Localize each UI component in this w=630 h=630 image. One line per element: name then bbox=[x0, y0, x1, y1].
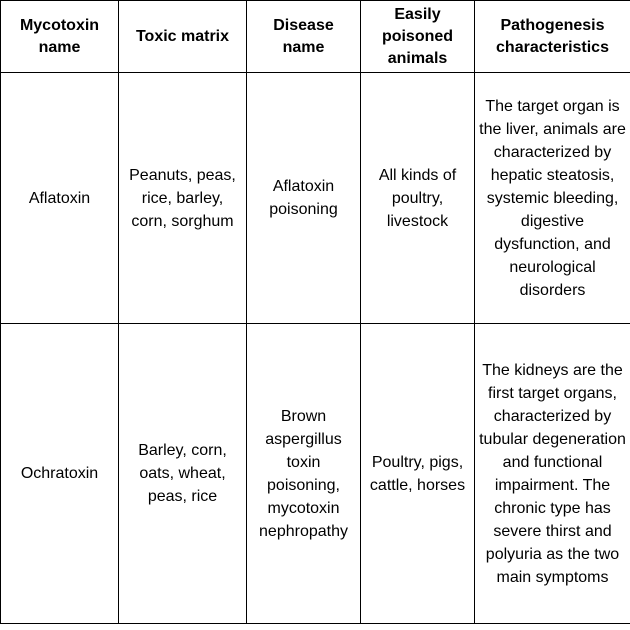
header-disease-name: Disease name bbox=[247, 1, 361, 73]
cell-poisoned-animals: Poultry, pigs, cattle, horses bbox=[361, 324, 475, 624]
header-row bbox=[1, 1, 630, 73]
header-easily-poisoned-animals: Easily poisoned animals bbox=[361, 1, 475, 73]
cell-pathogenesis: The target organ is the liver, animals are characterized by hepatic steatosis, systemic bleeding, digestive dysfunction, and neurological disorders bbox=[475, 73, 630, 324]
cell-toxic-matrix: Peanuts, peas, rice, barley, corn, sorghum bbox=[119, 73, 247, 324]
cell-mycotoxin-name: Aflatoxin bbox=[1, 73, 119, 324]
cell-pathogenesis: The kidneys are the first target organs, characterized by tubular degeneration and functional impairment. The chronic type has severe thirst and polyuria as the two main symptoms bbox=[475, 324, 630, 624]
header-toxic-matrix: Toxic matrix bbox=[119, 1, 247, 73]
header-mycotoxin-name: Mycotoxin name bbox=[1, 1, 119, 73]
table-row bbox=[1, 324, 630, 624]
cell-disease-name: Brown aspergillus toxin poisoning, mycotoxin nephropathy bbox=[247, 324, 361, 624]
header-pathogenesis-characteristics: Pathogenesis characteristics bbox=[475, 1, 630, 73]
cell-toxic-matrix: Barley, corn, oats, wheat, peas, rice bbox=[119, 324, 247, 624]
cell-disease-name: Aflatoxin poisoning bbox=[247, 73, 361, 324]
table-row bbox=[1, 73, 630, 324]
cell-poisoned-animals: All kinds of poultry, livestock bbox=[361, 73, 475, 324]
cell-mycotoxin-name: Ochratoxin bbox=[1, 324, 119, 624]
